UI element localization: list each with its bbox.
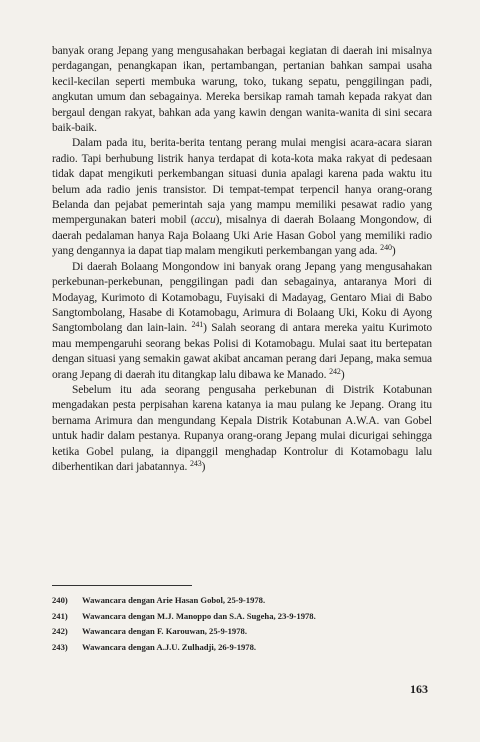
footnote-text: Wawancara dengan A.J.U. Zulhadji, 26-9-1978. <box>82 641 257 652</box>
footnote-close-paren: ) <box>201 460 206 473</box>
footnote-text: Wawancara dengan Arie Hasan Gobol, 25-9-1978. <box>82 595 266 605</box>
footnote-close-paren: ) <box>340 368 345 381</box>
footnote-number: 243) <box>52 641 68 652</box>
footnote-number: 242) <box>52 626 68 637</box>
page-number: 163 <box>410 682 428 696</box>
paragraph-2-text-b: ), misalnya di daerah Bolaang Mongondow, di daerah pedalaman hanya Raja Bolaang Uki Arie Hasan Gobol yang memiliki radio yang dengannya ia dapat tiap malam mengikuti perkembangan yang ada. <box>52 214 432 258</box>
footnote-242 <box>52 624 432 640</box>
footnote-243 <box>52 640 432 656</box>
paragraph-1-text: banyak orang Jepang yang mengusahakan berbagai kegiatan di daerah ini misalnya perdagangan, penangkapan ikan, pertambangan, pertanian bahkan sampai usaha kecil-kecilan seperti membuka warung, toko, tukang sepatu, penggilingan padi, angkutan umum dan sebagainya. Mereka bersikap ramah tamah kepada rakyat dan bergaul dengan rakyat, bahkan ada yang kawin dengan wanita-wanita di sini secara baik-baik. <box>52 45 432 135</box>
paragraph-3 <box>52 260 432 383</box>
footnote-ref-241: 241 <box>191 320 204 330</box>
paragraph-2 <box>52 136 432 259</box>
paragraph-4 <box>52 383 432 475</box>
paragraph-1 <box>52 44 432 136</box>
paragraph-4-text: Sebelum itu ada seorang pengusaha perkebunan di Distrik Kotabunan mengadakan pesta perpisahan karena katanya ia mau pulang ke Jepang. Orang itu bernama Arimura dan mengundang Kepala Distrik Kotabunan A.W.A. van Gobel untuk hadir dalam pestanya. Rupanya orang-orang Jepang mulai dicurigai sehingga ketika Gobel pulang, ia dipanggil menghadap Kontrolur di Kotamobagu lalu diberhentikan dari jabatannya. <box>52 383 432 473</box>
paragraph-3-text-a: Di daerah Bolaang Mongondow ini banyak orang Jepang yang mengusahakan perkebunan-perkebunan, penggilingan padi dan sebagainya, antaranya Mori di Modayag, Kurimoto di Kotamobagu, Fuyisaki di Madayag, Gentaro Miai di Babo Sangtombolang, Hasabe di Kotamobagu, Arimura di Bolaang Uki, Koku di Ayong Sangtombolang dan lain-lain. <box>52 260 432 335</box>
footnote-240 <box>52 593 432 609</box>
footnote-ref-240: 240 <box>380 243 392 253</box>
footnote-divider <box>52 585 192 586</box>
footnote-ref-242: 242 <box>329 366 341 376</box>
footnote-text: Wawancara dengan M.J. Manoppo dan S.A. Sugeha, 23-9-1978. <box>82 610 316 621</box>
footnote-number: 241) <box>52 610 68 621</box>
footnote-text: Wawancara dengan F. Karouwan, 25-9-1978. <box>82 626 247 637</box>
body-text <box>52 44 432 475</box>
paragraph-3-text-b: ) Salah seorang di antara mereka yaitu Kurimoto mau mempengaruhi seorang bekas Polisi di Kotamobagu. Mulai saat itu bertepatan dengan situasi yang semakin gawat akibat ancaman perang dari Jepang, maka semua orang Jepang di daerah itu ditangkap lalu dibawa ke Manado. <box>52 322 432 381</box>
footnote-number: 240) <box>52 595 68 605</box>
italic-term: accu <box>194 214 216 227</box>
footnote-241 <box>52 609 432 625</box>
footnote-close-paren: ) <box>391 245 396 258</box>
footnotes <box>52 593 432 655</box>
paragraph-2-text-a: Dalam pada itu, berita-berita tentang perang mulai mengisi acara-acara siaran radio. Tapi berhubung listrik hanya terdapat di kota-kota maka rakyat di pedesaan tidak dapat mengikuti perkembangan situasi dunia apalagi karena pada waktu itu belum ada radio jenis transistor. Di tempat-tempat terpencil hanya orang-orang Belanda dan pejabat pemerintah saja yang mampu memiliki pesawat radio yang mempergunakan bateri mobil ( <box>52 137 432 227</box>
footnote-ref-243: 243 <box>189 458 202 468</box>
